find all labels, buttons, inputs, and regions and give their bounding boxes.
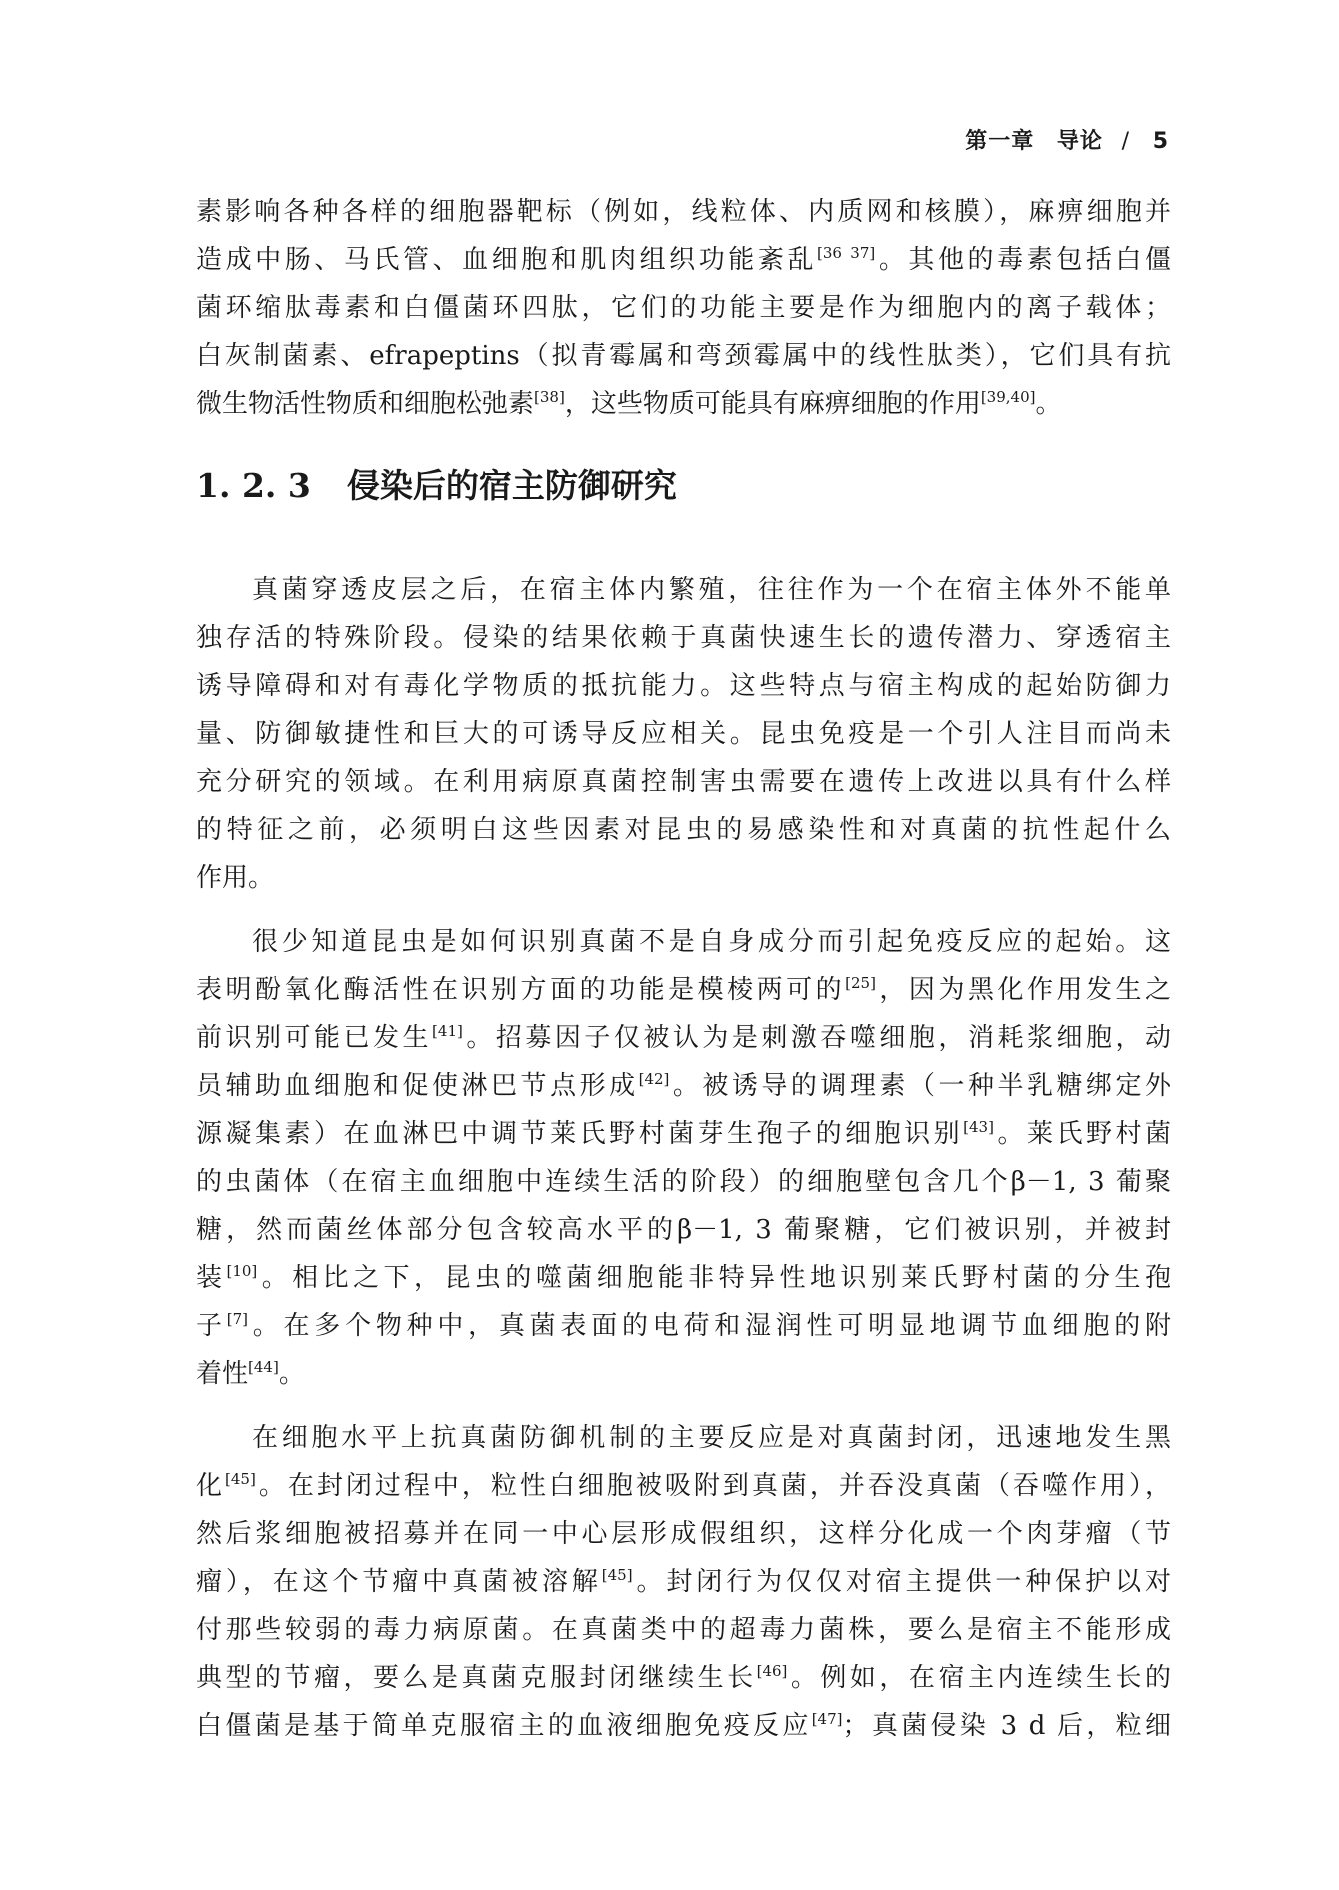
text-line: 付那些较弱的毒力病原菌。在真菌类中的超毒力菌株，要么是宿主不能形成 — [196, 1615, 1171, 1645]
text-line: 诱导障碍和对有毒化学物质的抵抗能力。这些特点与宿主构成的起始防御力 — [196, 671, 1171, 701]
page-number: 5 — [1152, 129, 1169, 154]
citation-marker: [39,40] — [980, 388, 1036, 406]
paragraph — [196, 566, 1171, 902]
citation-marker: [46] — [756, 1662, 788, 1680]
text-line: 真菌穿透皮层之后，在宿主体内繁殖，往往作为一个在宿主体外不能单 — [252, 575, 1171, 605]
text-line: 充分研究的领域。在利用病原真菌控制害虫需要在遗传上改进以具有什么样 — [196, 767, 1171, 797]
text-line: 着性[44]。 — [196, 1358, 305, 1389]
citation-marker: [45] — [601, 1566, 633, 1584]
text-line: 独存活的特殊阶段。侵染的结果依赖于真菌快速生长的遗传潜力、穿透宿主 — [196, 623, 1171, 653]
citation-marker: [7] — [226, 1310, 249, 1328]
section-number: 1. 2. 3 — [196, 466, 311, 505]
paragraph-continued — [196, 188, 1171, 428]
citation-marker: [45] — [225, 1470, 256, 1488]
text-line: 化[45]。在封闭过程中，粒性白细胞被吸附到真菌，并吞没真菌（吞噬作用）， — [196, 1470, 1171, 1501]
text-line: 然后浆细胞被招募并在同一中心层形成假组织，这样分化成一个肉芽瘤（节 — [196, 1519, 1171, 1549]
text-line: 白僵菌是基于简单克服宿主的血液细胞免疫反应[47]；真菌侵染 3 d 后，粒细 — [196, 1710, 1171, 1741]
text-line: 瘤），在这个节瘤中真菌被溶解[45]。封闭行为仅仅对宿主提供一种保护以对 — [196, 1566, 1171, 1597]
paragraph — [196, 918, 1171, 1398]
citation-marker: [38] — [534, 388, 565, 406]
text-line: 白灰制菌素、efrapeptins（拟青霉属和弯颈霉属中的线性肽类），它们具有抗 — [196, 341, 1171, 371]
citation-marker: [36 37] — [817, 244, 876, 262]
running-head-title: 导论 — [1056, 129, 1103, 154]
text-line: 很少知道昆虫是如何识别真菌不是自身成分而引起免疫反应的起始。这 — [252, 927, 1171, 957]
text-line: 菌环缩肽毒素和白僵菌环四肽，它们的功能主要是作为细胞内的离子载体； — [196, 293, 1171, 323]
citation-marker: [44] — [248, 1358, 279, 1376]
text-line: 的特征之前，必须明白这些因素对昆虫的易感染性和对真菌的抗性起什么 — [196, 815, 1171, 845]
running-head — [965, 124, 1169, 155]
text-line: 源凝集素）在血淋巴中调节莱氏野村菌芽生孢子的细胞识别[43]。莱氏野村菌 — [196, 1118, 1171, 1149]
text-line: 前识别可能已发生[41]。招募因子仅被认为是刺激吞噬细胞，消耗浆细胞，动 — [196, 1022, 1171, 1053]
text-line: 造成中肠、马氏管、血细胞和肌肉组织功能紊乱[36 37]。其他的毒素包括白僵 — [196, 244, 1171, 275]
text-line: 素影响各种各样的细胞器靶标（例如，线粒体、内质网和核膜），麻痹细胞并 — [196, 197, 1171, 227]
citation-marker: [41] — [432, 1022, 463, 1040]
text-line: 装[10]。相比之下，昆虫的噬菌细胞能非特异性地识别莱氏野村菌的分生孢 — [196, 1262, 1171, 1293]
text-line: 的虫菌体（在宿主血细胞中连续生活的阶段）的细胞壁包含几个β－1, 3 葡聚 — [196, 1167, 1171, 1197]
section-heading — [196, 462, 1171, 510]
citation-marker: [42] — [638, 1070, 670, 1088]
paragraph — [196, 1414, 1171, 1750]
citation-marker: [47] — [811, 1710, 843, 1728]
text-line: 微生物活性物质和细胞松弛素[38]，这些物质可能具有麻痹细胞的作用[39,40]。 — [196, 388, 1062, 419]
citation-marker: [10] — [226, 1262, 258, 1280]
citation-marker: [43] — [963, 1118, 994, 1136]
citation-marker: [25] — [845, 974, 876, 992]
text-line: 典型的节瘤，要么是真菌克服封闭继续生长[46]。例如，在宿主内连续生长的 — [196, 1662, 1171, 1693]
text-line: 表明酚氧化酶活性在识别方面的功能是模棱两可的[25]，因为黑化作用发生之 — [196, 974, 1171, 1005]
text-line: 糖，然而菌丝体部分包含较高水平的β－1, 3 葡聚糖，它们被识别，并被封 — [196, 1215, 1171, 1245]
text-line: 作用。 — [196, 863, 275, 893]
text-line: 子[7]。在多个物种中，真菌表面的电荷和湿润性可明显地调节血细胞的附 — [196, 1310, 1171, 1341]
page-body — [196, 188, 1171, 1750]
running-head-slash: / — [1121, 129, 1131, 154]
text-line: 量、防御敏捷性和巨大的可诱导反应相关。昆虫免疫是一个引人注目而尚未 — [196, 719, 1171, 749]
running-head-chapter: 第一章 — [965, 129, 1035, 154]
section-title: 侵染后的宿主防御研究 — [346, 466, 677, 505]
text-line: 员辅助血细胞和促使淋巴节点形成[42]。被诱导的调理素（一种半乳糖绑定外 — [196, 1070, 1171, 1101]
text-line: 在细胞水平上抗真菌防御机制的主要反应是对真菌封闭，迅速地发生黑 — [252, 1423, 1171, 1453]
